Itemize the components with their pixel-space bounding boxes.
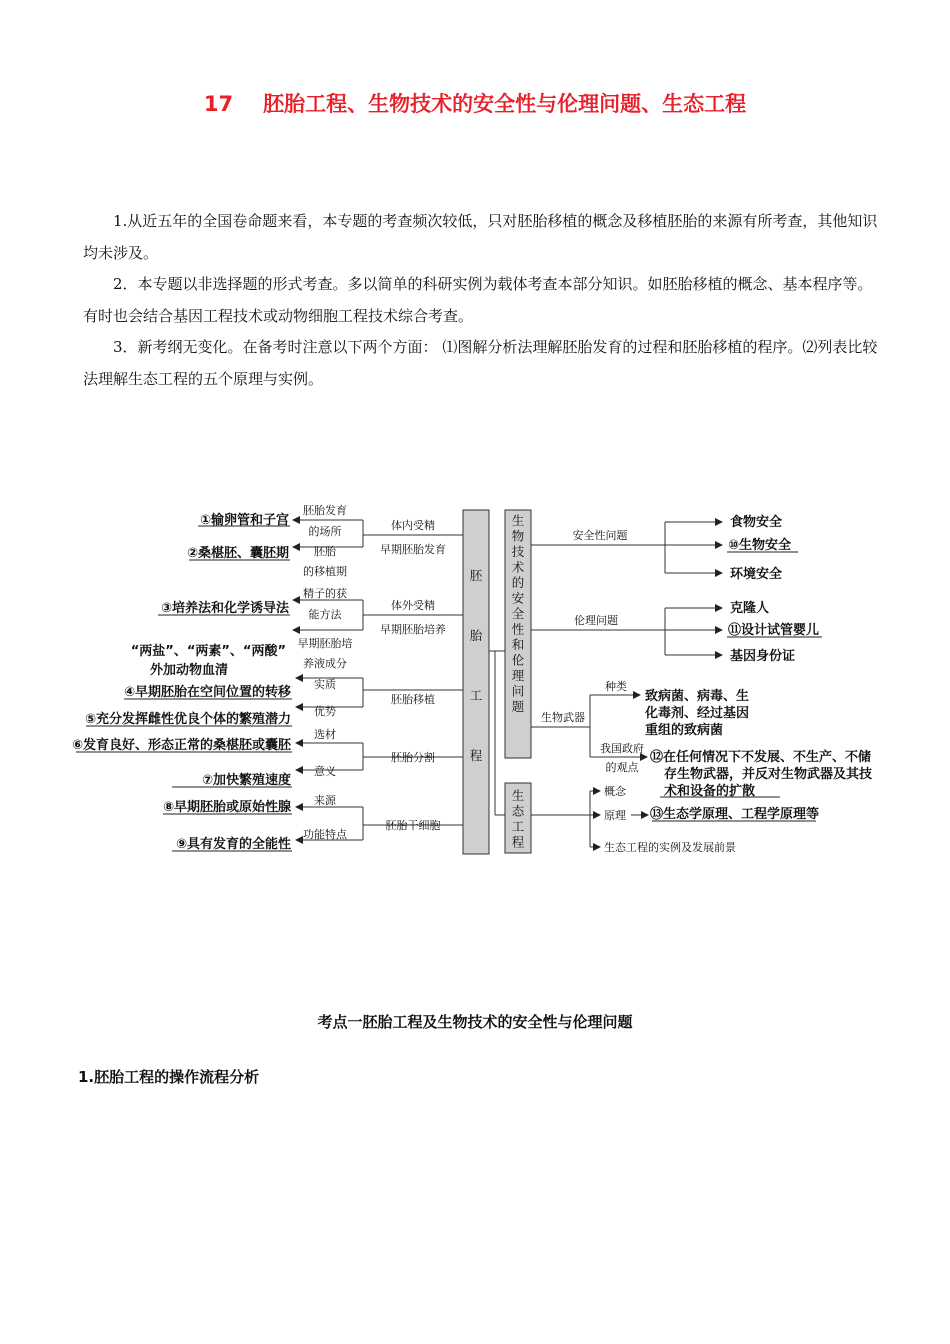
sub-label: 能方法 bbox=[308, 608, 342, 621]
weapon-view: 存生物武器，并反对生物武器及其技 bbox=[664, 767, 873, 782]
vertical-char: 题 bbox=[511, 699, 525, 714]
right-branch-label: 生物武器 bbox=[541, 711, 585, 724]
leaf-answer: ④早期胚胎在空间位置的转移 bbox=[123, 685, 291, 700]
leaf-answer: 外加动物血清 bbox=[149, 663, 228, 678]
vertical-char: 性 bbox=[511, 621, 525, 637]
right-leaf: 环境安全 bbox=[730, 567, 783, 582]
sub-label: 的移植期 bbox=[303, 565, 347, 578]
leaf-answer: ①输卵管和子宫 bbox=[199, 513, 289, 528]
vertical-char: 生 bbox=[511, 513, 525, 528]
sub-label: 早期胚胎培 bbox=[297, 637, 353, 650]
vertical-char: 胚 bbox=[469, 568, 483, 583]
intro-paragraph-1: 1.从近五年的全国卷命题来看，本专题的考查频次较低，只对胚胎移植的概念及移植胚胎的来源有所考查，其他知识均未涉及。 bbox=[83, 212, 878, 262]
sub-label: 功能特点 bbox=[303, 828, 347, 841]
leaf-answer: ⑦加快繁殖速度 bbox=[201, 773, 291, 788]
vertical-char: 程 bbox=[511, 834, 525, 850]
vertical-char: 工 bbox=[511, 819, 525, 834]
branch-label: 胚胎分割 bbox=[391, 751, 435, 764]
right-leaf: 克隆人 bbox=[730, 601, 770, 616]
section-title: 考点一胚胎工程及生物技术的安全性与伦理问题 bbox=[317, 1013, 633, 1031]
sub-label: 胚胎 bbox=[314, 545, 336, 558]
weapon-view: 术和设备的扩散 bbox=[664, 784, 756, 799]
sub-label: 胚胎发育 bbox=[303, 504, 347, 517]
sub-label: 养液成分 bbox=[303, 657, 347, 670]
right-leaf: 食物安全 bbox=[730, 515, 783, 530]
vertical-char: 全 bbox=[511, 606, 525, 621]
right-leaf: 基因身份证 bbox=[730, 649, 796, 664]
leaf-answer: ②桑椹胚、囊胚期 bbox=[186, 546, 289, 561]
vertical-char: 伦 bbox=[511, 652, 525, 668]
center-box-embryo bbox=[463, 510, 489, 854]
branch-label: 体内受精 bbox=[391, 519, 435, 532]
vertical-char: 和 bbox=[511, 637, 525, 652]
vertical-char: 工 bbox=[469, 688, 483, 703]
leaf-answer: ⑤充分发挥雌性优良个体的繁殖潜力 bbox=[84, 712, 291, 727]
leaf-answer: ⑧早期胚胎或原始性腺 bbox=[162, 800, 291, 815]
eco-label: 概念 bbox=[604, 785, 626, 798]
weapon-view: ⑫在任何情况下不发展、不生产、不储 bbox=[650, 750, 872, 765]
leaf-answer: ⑨具有发育的全能性 bbox=[175, 837, 291, 852]
weapon-kind: 化毒剂、经过基因 bbox=[645, 706, 750, 721]
subsection-title: 1.胚胎工程的操作流程分析 bbox=[78, 1068, 260, 1086]
vertical-char: 态 bbox=[511, 803, 525, 819]
right-leaf: ⑩生物安全 bbox=[728, 538, 792, 553]
vertical-char: 问 bbox=[511, 683, 525, 699]
eco-answer: ⑬生态学原理、工程学原理等 bbox=[650, 807, 820, 822]
concept-map bbox=[0, 495, 950, 865]
weapon-label: 种类 bbox=[605, 680, 627, 693]
branch-label: 胚胎干细胞 bbox=[385, 819, 441, 832]
sub-label: 实质 bbox=[314, 678, 336, 691]
vertical-char: 安 bbox=[511, 590, 525, 606]
sub-label: 来源 bbox=[314, 794, 336, 807]
vertical-char: 程 bbox=[469, 748, 483, 763]
branch-label: 早期胚胎发育 bbox=[380, 543, 446, 556]
document-title bbox=[0, 88, 950, 118]
center-ethics-label bbox=[512, 513, 525, 714]
intro-section bbox=[83, 206, 878, 395]
branch-label: 胚胎移植 bbox=[391, 693, 435, 706]
branch-label: 体外受精 bbox=[391, 599, 435, 612]
sub-label: 优势 bbox=[314, 705, 336, 718]
sub-label: 选材 bbox=[314, 728, 336, 741]
title-number: 17 bbox=[203, 92, 234, 116]
weapon-kind: 致病菌、病毒、生 bbox=[645, 689, 750, 704]
weapon-label: 的观点 bbox=[605, 761, 639, 774]
weapon-kind: 重组的致病菌 bbox=[645, 723, 724, 738]
eco-label: 生态工程的实例及发展前景 bbox=[604, 841, 736, 854]
leaf-answer: “两盐”、“两素”、“两酸” bbox=[130, 644, 286, 659]
title-text: 胚胎工程、生物技术的安全性与伦理问题、生态工程 bbox=[263, 92, 747, 116]
eco-label: 原理 bbox=[604, 809, 626, 822]
vertical-char: 生 bbox=[511, 788, 525, 803]
vertical-char: 术 bbox=[511, 559, 525, 575]
sub-label: 精子的获 bbox=[303, 587, 347, 600]
vertical-char: 物 bbox=[511, 528, 525, 544]
vertical-char: 的 bbox=[511, 575, 525, 590]
intro-paragraph-2: 2．本专题以非选择题的形式考查。多以简单的科研实例为载体考查本部分知识。如胚胎移植的概念、基本程序等。有时也会结合基因工程技术或动物细胞工程技术综合考查。 bbox=[83, 275, 873, 325]
vertical-char: 技 bbox=[511, 544, 525, 559]
vertical-char: 胎 bbox=[469, 628, 483, 643]
weapon-label: 我国政府 bbox=[600, 742, 644, 755]
sub-label: 意义 bbox=[314, 765, 336, 778]
center-eco-label bbox=[512, 788, 525, 850]
right-leaf: ⑪设计试管婴儿 bbox=[728, 623, 820, 638]
right-branch-label: 伦理问题 bbox=[574, 614, 618, 627]
branch-label: 早期胚胎培养 bbox=[380, 623, 446, 636]
leaf-answer: ⑥发育良好、形态正常的桑椹胚或囊胚 bbox=[71, 738, 291, 753]
sub-label: 的场所 bbox=[308, 525, 342, 538]
intro-paragraph-3: 3．新考纲无变化。在备考时注意以下两个方面： ⑴图解分析法理解胚胎发育的过程和胚胎移植的程序。⑵列表比较法理解生态工程的五个原理与实例。 bbox=[83, 338, 878, 388]
leaf-answer: ③培养法和化学诱导法 bbox=[160, 601, 289, 616]
vertical-char: 理 bbox=[511, 668, 525, 683]
right-branch-label: 安全性问题 bbox=[572, 529, 628, 542]
